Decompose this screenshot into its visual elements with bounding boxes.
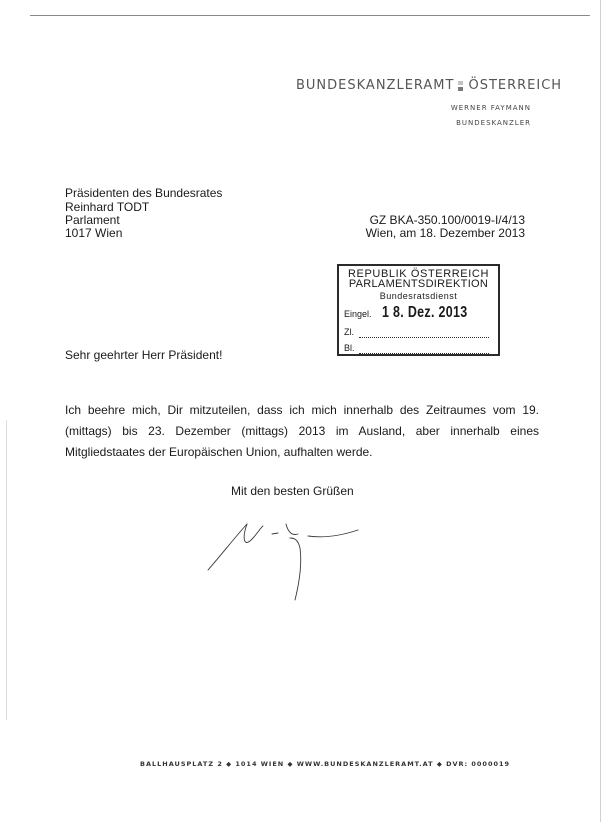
stamp-line-3: Bundesratsdienst xyxy=(379,291,458,301)
body-paragraph: Ich beehre mich, Dir mitzuteilen, dass ich mich innerhalb des Zeitraumes vom 19. (mittags) bis 23. Dezember (mittags) 2013 im Ausland, aber innerhalb eines Mitgliedstaates der Europäischen Union, aufhalten werde. xyxy=(65,403,539,459)
stamp-eingel-label: Eingel. xyxy=(344,309,372,319)
handwritten-signature xyxy=(200,508,370,608)
scan-edge-line xyxy=(30,15,590,16)
stamp-zl-label: Zl. xyxy=(344,327,354,337)
place-date: Wien, am 18. Dezember 2013 xyxy=(365,226,525,240)
letterhead-org-part2: ÖSTERREICH xyxy=(468,78,563,93)
letterhead-name: WERNER FAYMANN xyxy=(450,104,531,112)
stamp-line-2: PARLAMENTSDIREKTION xyxy=(348,278,489,290)
stamp-bl-dotted-line xyxy=(359,353,489,354)
footer-address: BALLHAUSPLATZ 2 ◆ 1014 WIEN ◆ WWW.BUNDESKANZLERAMT.AT ◆ DVR: 0000019 xyxy=(140,760,511,768)
stamp-date: 1 8. Dez. 2013 xyxy=(382,304,468,321)
scan-edge-line xyxy=(600,0,601,822)
recipient-line-1: Präsidenten des Bundesrates xyxy=(65,186,223,200)
scan-edge-line xyxy=(6,420,7,720)
letterhead-org-part1: BUNDESKANZLERAMT xyxy=(296,78,455,93)
stamp-zl-dotted-line xyxy=(359,337,489,338)
austria-flag-icon xyxy=(458,81,463,91)
recipient-line-4: 1017 Wien xyxy=(65,226,123,240)
received-stamp xyxy=(337,264,500,356)
stamp-bl-label: Bl. xyxy=(344,343,355,353)
salutation: Sehr geehrter Herr Präsident! xyxy=(65,348,223,362)
letterhead-brand xyxy=(296,78,562,93)
reference-number: GZ BKA-350.100/0019-I/4/13 xyxy=(369,213,525,227)
stamp-line-1: REPUBLIK ÖSTERREICH xyxy=(348,268,489,280)
closing-greeting: Mit den besten Grüßen xyxy=(231,484,354,498)
recipient-line-3: Parlament xyxy=(65,213,120,227)
recipient-line-2: Reinhard TODT xyxy=(65,200,150,214)
letterhead-role: BUNDESKANZLER xyxy=(456,119,531,127)
